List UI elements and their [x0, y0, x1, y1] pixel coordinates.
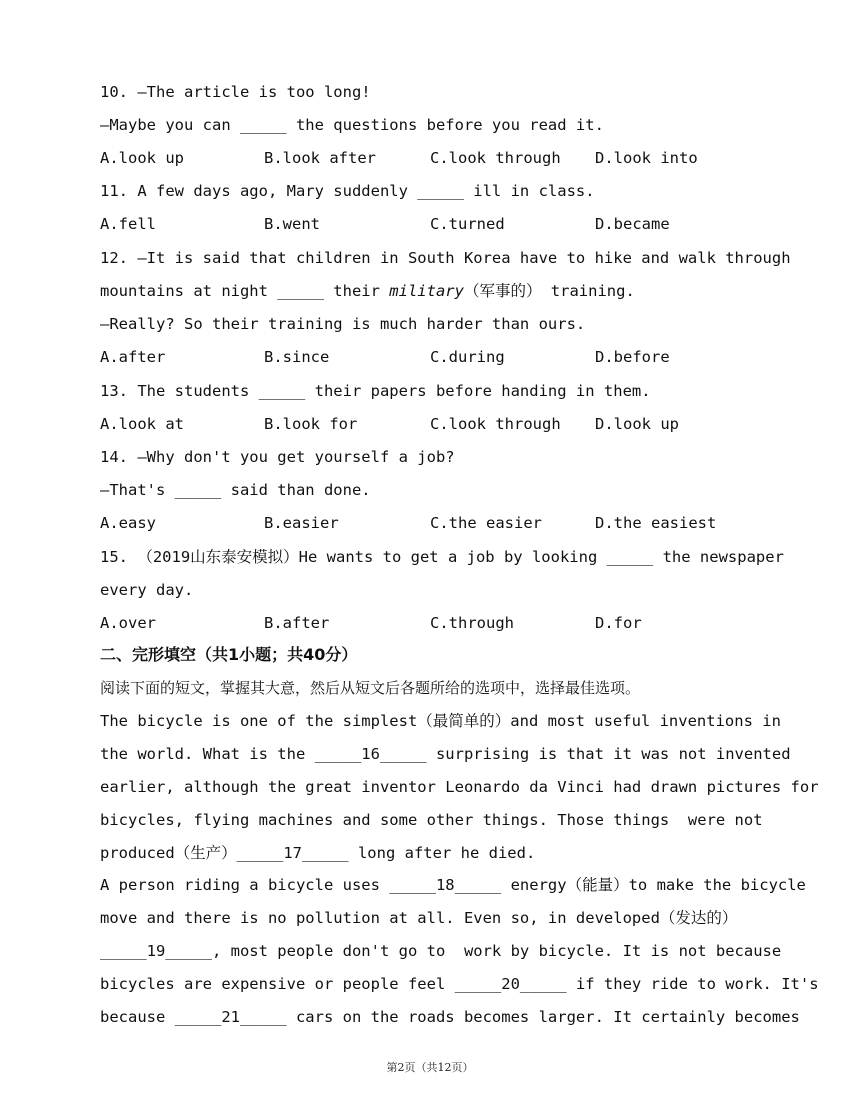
- question-14-option-c: C.the easier: [430, 514, 542, 532]
- question-11-option-a: A.fell: [100, 215, 156, 233]
- question-12-option-d: D.before: [595, 348, 670, 366]
- passage-line-7: move and there is no pollution at all. Even so, in developed（发达的）: [100, 909, 738, 927]
- section-instruction: 阅读下面的短文，掌握其大意，然后从短文后各题所给的选项中，选择最佳选项。: [100, 679, 641, 697]
- question-12-option-c: C.during: [430, 348, 505, 366]
- passage-line-8: _____19_____, most people don't go to work by bicycle. It is not because: [100, 942, 782, 960]
- question-12-option-b: B.since: [264, 348, 330, 366]
- passage-line-1: The bicycle is one of the simplest（最简单的）and most useful inventions in: [100, 712, 781, 730]
- question-11-option-b: B.went: [264, 215, 320, 233]
- question-13-option-c: C.look through: [430, 415, 561, 433]
- question-14-line-1: 14. —Why don't you get yourself a job?: [100, 448, 455, 466]
- question-14-option-d: D.the easiest: [595, 514, 717, 532]
- question-15-option-b: B.after: [264, 614, 330, 632]
- question-13-line-1: 13. The students _____ their papers before handing in them.: [100, 382, 651, 400]
- question-11-line-1: 11. A few days ago, Mary suddenly _____ ill in class.: [100, 182, 595, 200]
- question-10-line-1: 10. —The article is too long!: [100, 83, 371, 101]
- question-15-option-c: C.through: [430, 614, 514, 632]
- passage-line-3: earlier, although the great inventor Leonardo da Vinci had drawn pictures for: [100, 778, 819, 796]
- passage-line-6: A person riding a bicycle uses _____18_____ energy（能量）to make the bicycle: [100, 876, 806, 894]
- question-15-line-1: 15. （2019山东泰安模拟）He wants to get a job by looking _____ the newspaper: [100, 548, 784, 566]
- question-15-option-d: D.for: [595, 614, 642, 632]
- passage-line-5: produced（生产）_____17_____ long after he died.: [100, 844, 536, 862]
- passage-line-2: the world. What is the _____16_____ surprising is that it was not invented: [100, 745, 791, 763]
- question-10-option-b: B.look after: [264, 149, 376, 167]
- question-10-line-2: —Maybe you can _____ the questions before you read it.: [100, 116, 604, 134]
- question-12-line-3: —Really? So their training is much harder than ours.: [100, 315, 586, 333]
- military-italic-word: military: [389, 282, 464, 300]
- question-13-option-b: B.look for: [264, 415, 358, 433]
- question-13-option-a: A.look at: [100, 415, 184, 433]
- passage-line-10: because _____21_____ cars on the roads becomes larger. It certainly becomes: [100, 1008, 800, 1026]
- question-12-line-2: [100, 281, 635, 301]
- question-10-option-d: D.look into: [595, 149, 698, 167]
- passage-line-9: bicycles are expensive or people feel _____20_____ if they ride to work. It's: [100, 975, 819, 993]
- question-12-line-2-start: mountains at night _____ their: [100, 282, 390, 300]
- page-footer: 第2页（共12页）: [386, 1061, 474, 1074]
- question-10-option-a: A.look up: [100, 149, 184, 167]
- question-12-line-1: 12. —It is said that children in South Korea have to hike and walk through: [100, 249, 791, 267]
- question-15-option-a: A.over: [100, 614, 156, 632]
- question-14-option-a: A.easy: [100, 514, 156, 532]
- question-14-option-b: B.easier: [264, 514, 339, 532]
- question-14-line-2: —That's _____ said than done.: [100, 481, 371, 499]
- question-11-option-d: D.became: [595, 215, 670, 233]
- question-12-line-2-end: （军事的） training.: [463, 282, 635, 300]
- section-heading: 二、完形填空（共1小题；共40分）: [100, 645, 358, 664]
- question-12-option-a: A.after: [100, 348, 166, 366]
- question-13-option-d: D.look up: [595, 415, 679, 433]
- question-11-option-c: C.turned: [430, 215, 505, 233]
- passage-line-4: bicycles, flying machines and some other things. Those things were not: [100, 811, 763, 829]
- question-15-line-2: every day.: [100, 581, 194, 599]
- question-10-option-c: C.look through: [430, 149, 561, 167]
